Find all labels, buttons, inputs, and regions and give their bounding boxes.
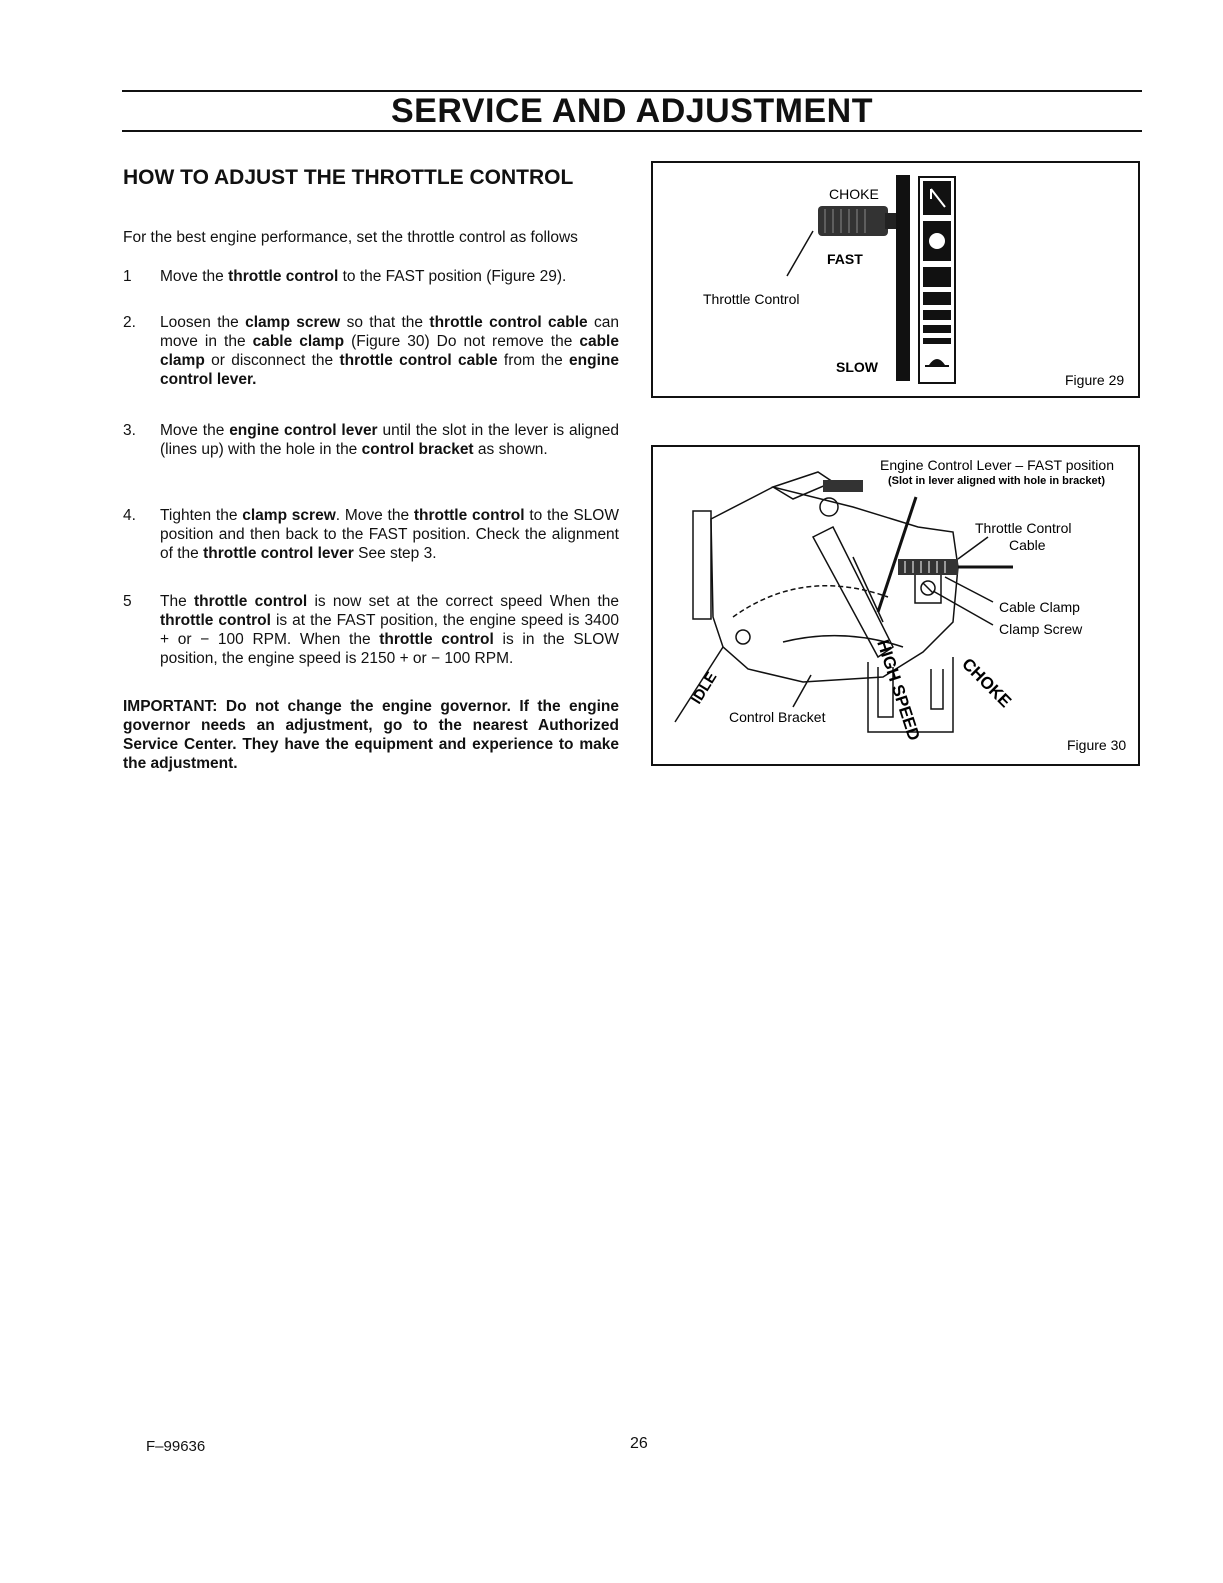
label-control-bracket: Control Bracket [729,709,826,725]
step-text-segment: is now set at the correct speed When the [307,593,620,610]
bold-term: throttle control cable [339,352,498,369]
page-title: SERVICE AND ADJUSTMENT [390,92,874,130]
speed-bar-icon [923,310,951,320]
label-idle: IDLE [687,669,721,708]
cable-leader-line [958,537,988,559]
pivot-hole [736,630,750,644]
figure-30-illustration [653,447,1138,764]
lever-slot [853,557,883,622]
step-text-segment: (Figure 30) Do not remove the [344,333,580,350]
section-heading: HOW TO ADJUST THE THROTTLE CONTROL [123,166,574,189]
label-fast: FAST [827,251,863,267]
step-number: 5 [123,593,132,610]
label-clamp-screw: Clamp Screw [999,621,1083,637]
step-number: 4. [123,507,136,524]
left-bracket-tab [693,511,711,619]
throttle-leader-line [787,231,813,276]
step-text-segment: Move the [160,422,230,439]
speed-bar-icon [923,267,951,287]
step-number: 1 [123,268,132,285]
label-throttle-control-cable-2: Cable [1009,537,1046,553]
rabbit-symbol [929,233,945,249]
throttle-control-cable [898,559,958,575]
step-text [160,421,619,459]
label-cable-clamp: Cable Clamp [999,599,1080,615]
label-choke-arc: CHOKE [958,654,1016,712]
bold-term: cable clamp [252,333,345,350]
step-text-segment: from the [497,352,570,369]
bold-term: throttle control cable [429,314,588,331]
step-text [160,267,619,286]
figure-30-caption: Figure 30 [1067,737,1127,753]
figure-30 [651,445,1140,766]
step-text-segment: Tighten the [160,507,243,524]
spring-icon [823,480,863,492]
engine-housing [711,487,958,682]
step-text-segment: Loosen the [160,314,246,331]
step-text-segment: . Move the [335,507,414,524]
step-number: 3. [123,422,136,439]
document-code: F–99636 [146,1438,206,1455]
step-text-segment: so that the [340,314,430,331]
step-text-segment: is at the FAST position, the engine speed is 3400 + or − 100 RPM. When the [160,612,619,648]
cable-clamp-leader [945,577,993,602]
important-notice: IMPORTANT: Do not change the engine governor. If the engine governor needs an adjustment, go to the nearest Authorized Service Center. They have the equipment and experience to make the adjustment. [123,698,619,772]
speed-bar-icon [923,292,951,305]
intro-paragraph: For the best engine performance, set the throttle control as follows [123,229,578,246]
bold-term: throttle control [160,612,271,629]
bold-term: cable clamp [160,333,619,369]
step-text-segment: to the SLOW position and then back to the FAST position. Check the alignment of the [160,507,619,562]
bracket-slot-right [931,669,943,709]
speed-bar-icon [923,338,951,344]
step-text-segment: Move the [160,268,229,285]
lever-leader-line [878,497,916,612]
step-text-segment: to the FAST position (Figure 29). [338,268,567,285]
figure-29-caption: Figure 29 [1065,372,1125,388]
turtle-icon [929,359,945,365]
bold-term: engine control lever. [160,352,619,388]
label-throttle-control-cable-1: Throttle Control [975,520,1072,536]
bold-term: throttle control [413,507,525,524]
label-high-speed: HIGH SPEED [873,637,924,743]
bold-term: throttle control [379,631,494,648]
step-text [160,506,619,563]
bold-term: throttle control [193,593,308,610]
step-text-segment: or disconnect the [204,352,340,369]
bold-term: clamp screw [242,507,336,524]
clamp-screw-leader [933,591,993,625]
label-engine-control-lever: Engine Control Lever – FAST position [880,457,1114,473]
step-text-segment: until the slot in the lever is aligned (lines up) with the hole in the [160,422,619,458]
step-text-segment: is in the SLOW position, the engine speed is 2150 + or − 100 RPM. [160,631,619,667]
bold-term: control bracket [361,441,474,458]
bold-term: clamp screw [245,314,341,331]
step-number: 2. [123,314,136,331]
label-throttle-control: Throttle Control [703,291,800,307]
step-text-segment: as shown. [473,441,548,458]
header-rule-bottom [122,130,1142,132]
bold-term: throttle control [228,268,339,285]
step-text-segment: The [160,593,194,610]
bold-term: engine control lever [229,422,378,439]
label-slow: SLOW [836,359,878,375]
throttle-knob-icon [818,206,888,236]
step-text [160,592,619,668]
step-text-segment: can move in the [160,314,619,350]
step-text-segment: See step 3. [353,545,437,562]
clamp-screw-slot [923,583,933,593]
label-choke: CHOKE [829,186,879,202]
page-number: 26 [630,1435,648,1452]
throttle-slide-bar [896,175,910,381]
figure-29-illustration [653,163,1138,396]
speed-bar-icon [923,325,951,333]
figure-29 [651,161,1140,398]
bold-term: throttle control lever [203,545,354,562]
engine-control-lever [813,527,893,657]
step-text [160,313,619,389]
label-lever-sub: (Slot in lever aligned with hole in bracket) [888,475,1105,487]
